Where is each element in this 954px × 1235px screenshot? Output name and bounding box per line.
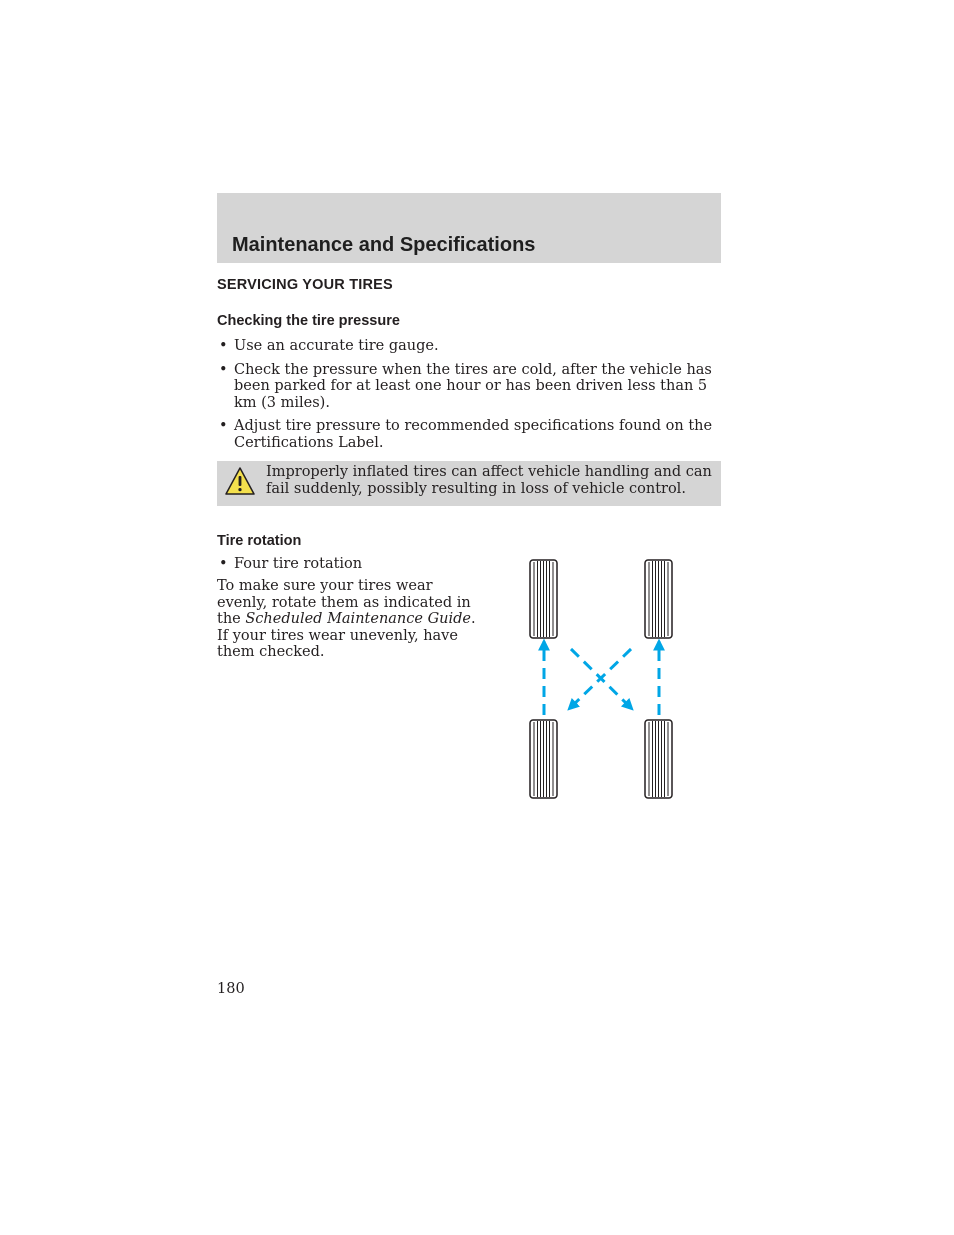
list-item-text: Adjust tire pressure to recommended specifications found on the Certifications Label. [234, 418, 713, 451]
warning-text: Improperly inflated tires can affect vehicle handling and can fail suddenly, possibly resulting in loss of vehicle control. [266, 464, 712, 497]
maintenance-guide-title: Scheduled Maintenance Guide [245, 611, 471, 627]
list-item-text: Four tire rotation [234, 556, 363, 572]
list-item: • Four tire rotation [219, 556, 363, 572]
tire-rotation-diagram [525, 555, 685, 805]
page-number: 180 [217, 981, 245, 997]
list-item: • Check the pressure when the tires are cold, after the vehicle has been parked for at least one hour or has been driven less than 5 km (3 miles). [219, 361, 712, 411]
list-item-text: Use an accurate tire gauge. [234, 338, 439, 354]
front-right-tire [645, 560, 672, 638]
rotation-text-end: . If your tires wear unevenly, have them checked. [217, 611, 476, 660]
warning-box [217, 461, 721, 506]
tire-rotation-list [217, 556, 479, 580]
list-item: • Adjust tire pressure to recommended specifications found on the Certifications Label. [219, 418, 713, 451]
warning-triangle-icon [224, 466, 256, 496]
section-header-band [217, 193, 721, 263]
front-left-tire [530, 560, 557, 638]
rotation-text-start: To make sure your tires wear evenly, rotate them as indicated in the [217, 578, 471, 627]
servicing-tires-heading: SERVICING YOUR TIRES [217, 277, 393, 293]
rear-right-tire [645, 720, 672, 798]
page-title: Maintenance and Specifications [232, 234, 536, 256]
rotation-paragraph [217, 578, 479, 661]
list-item: • Use an accurate tire gauge. [219, 338, 439, 354]
tire-pressure-list [217, 338, 721, 458]
rear-left-tire [530, 720, 557, 798]
tire-rotation-heading: Tire rotation [217, 533, 302, 549]
list-item-text: Check the pressure when the tires are cold, after the vehicle has been parked for at least one hour or has been driven less than 5 km (3 miles). [234, 361, 712, 411]
tire-pressure-heading: Checking the tire pressure [217, 313, 400, 329]
